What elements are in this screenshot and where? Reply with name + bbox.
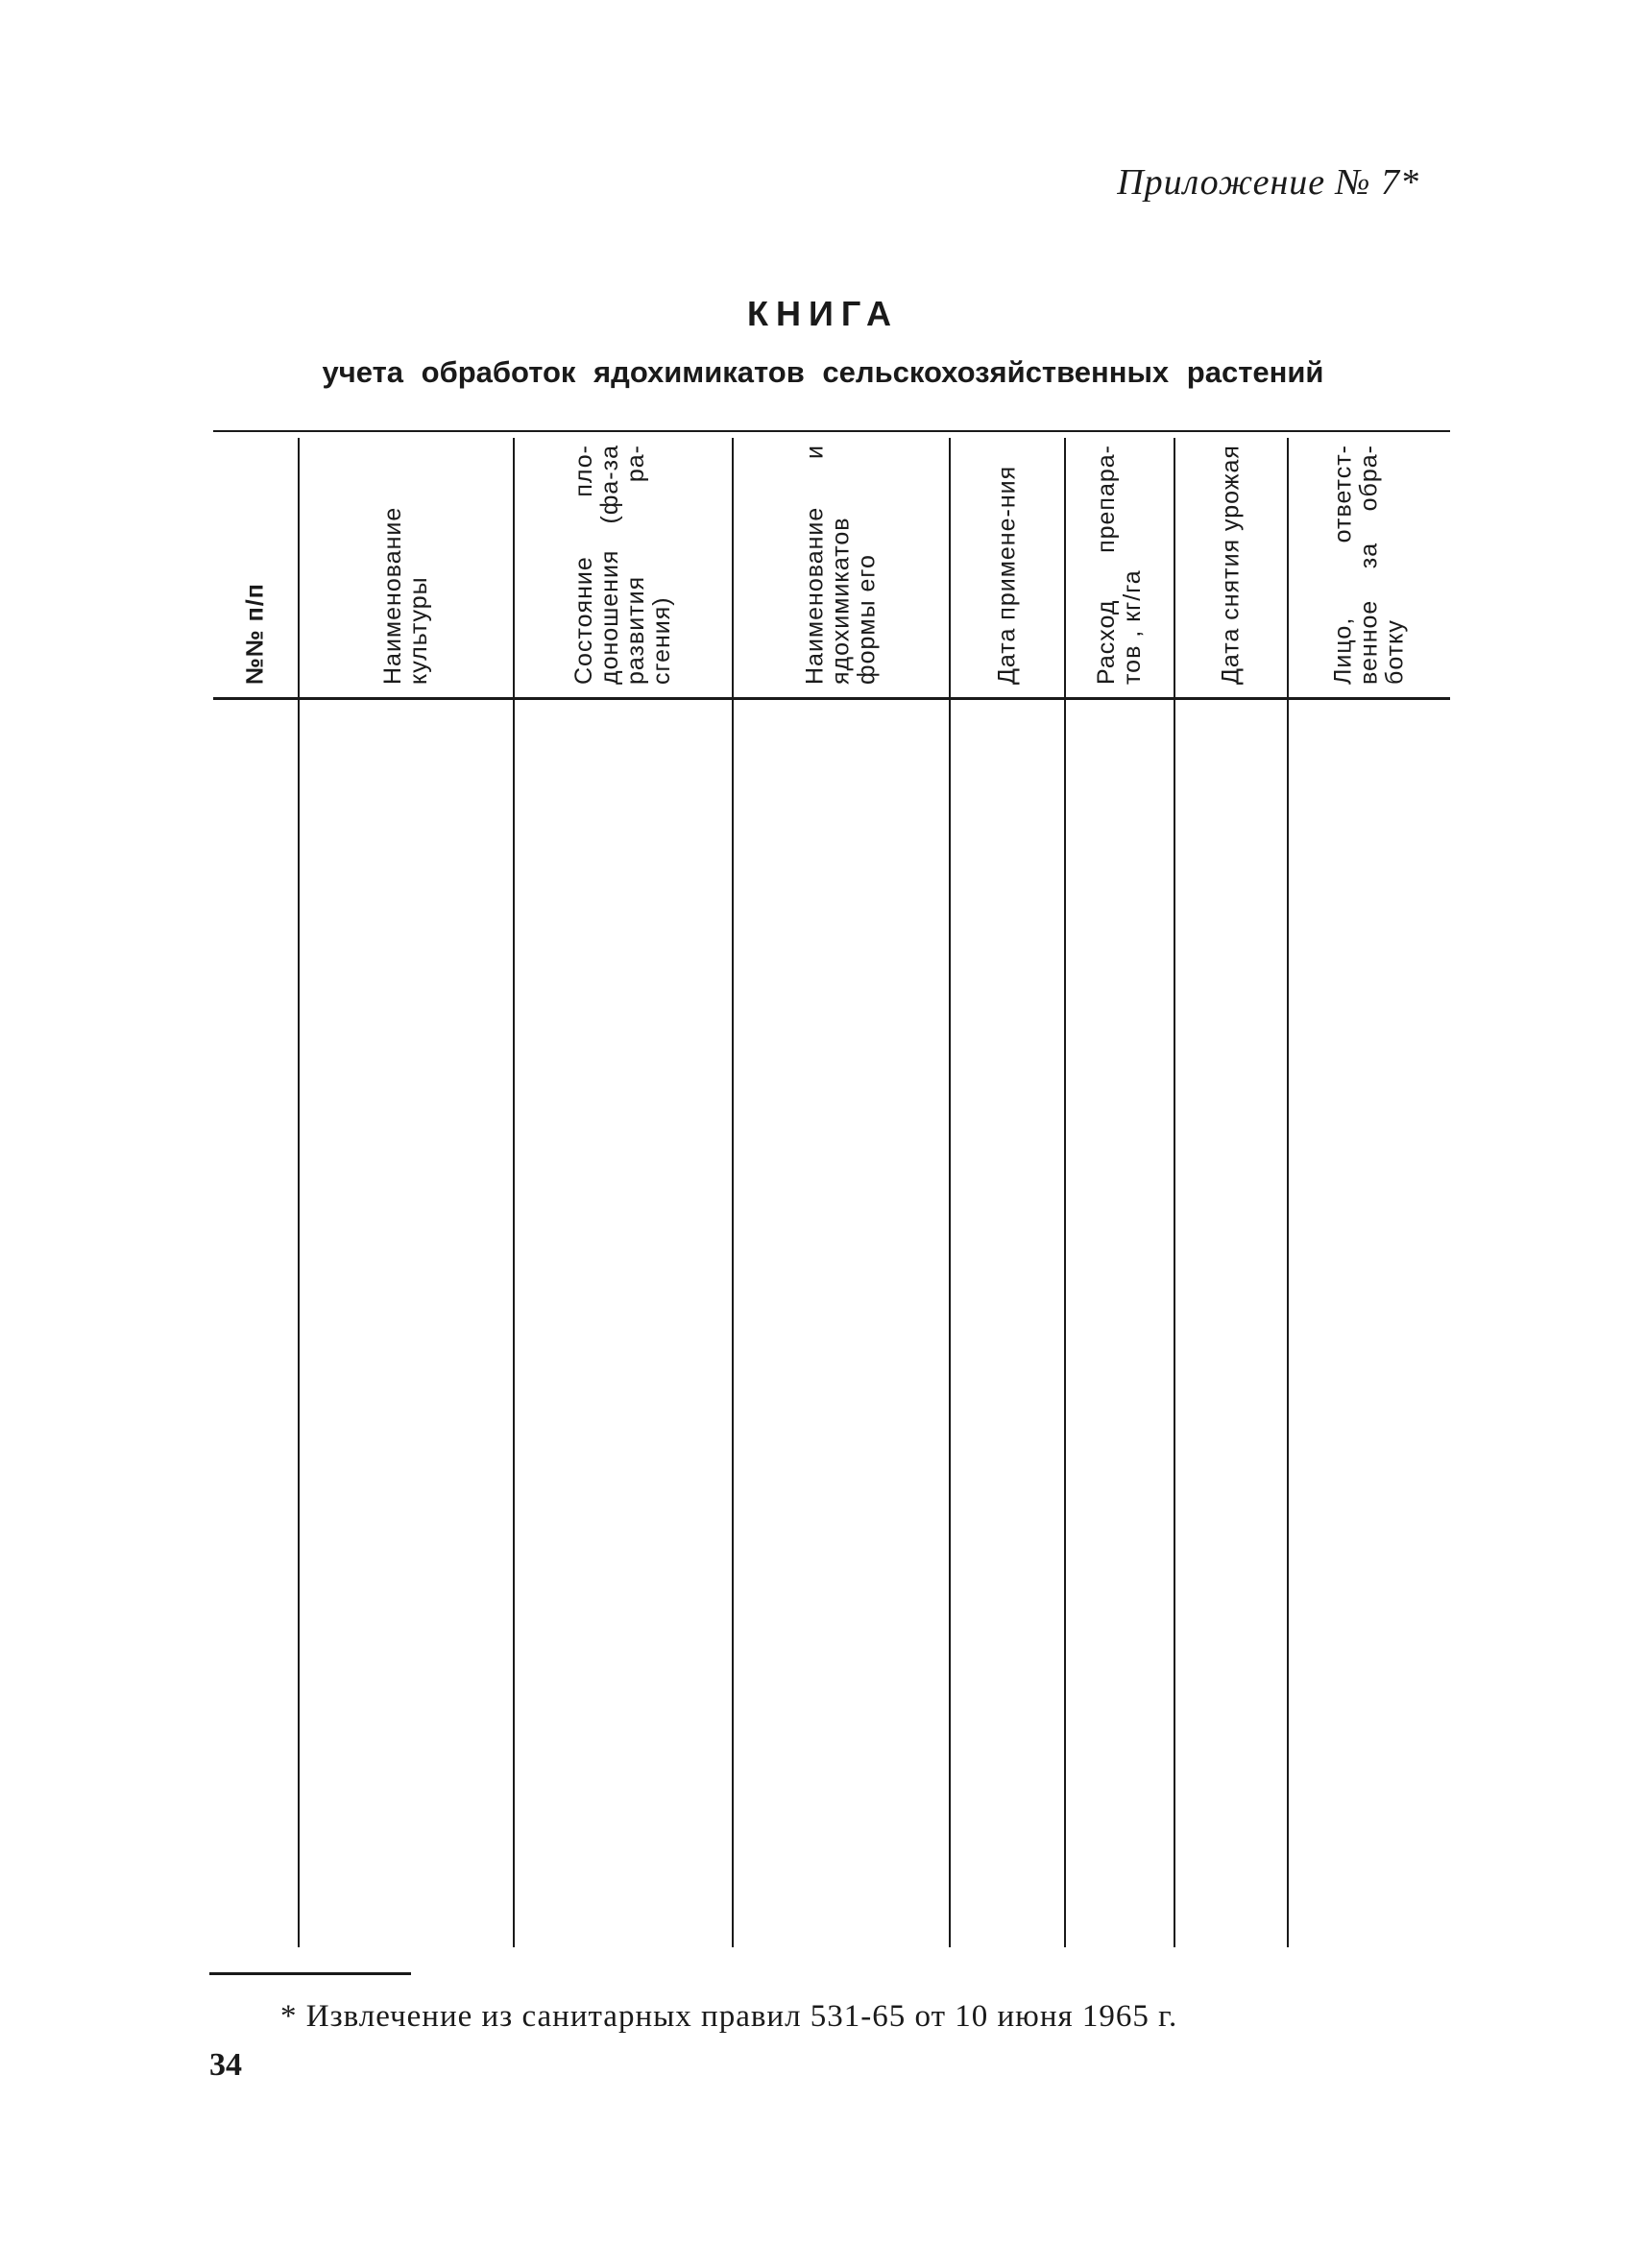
header-cell-pesticide-name [734, 438, 949, 691]
record-table [213, 430, 1450, 1947]
column-header-label: Состояние пло-доношения (фа-за развития ра-сгения) [570, 445, 675, 685]
column-header-label: Дата примене-ния [993, 465, 1021, 685]
header-cell-crop [300, 438, 513, 691]
column-header-label: Наименование культуры [379, 506, 432, 685]
document-subtitle: учета обработок ядохимикатов сельскохозяйственных растений [322, 355, 1324, 389]
column-header-label: Дата снятия урожая [1217, 445, 1245, 685]
footnote-text: * Извлечение из санитарных правил 531-65 от 10 июня 1965 г. [280, 1999, 1178, 2034]
table-top-rule [213, 430, 1450, 432]
table-header-rule [213, 697, 1450, 700]
column-header-label: Расход препара-тов , кг/га [1093, 445, 1146, 685]
header-cell-consumption [1066, 438, 1174, 691]
column-header-label: Наименование и ядохимикатов формы его [801, 445, 881, 685]
header-cell-number [213, 438, 298, 691]
column-header-label: №№ п/п [241, 583, 269, 685]
appendix-label: Приложение № 7* [1117, 162, 1419, 203]
document-title: КНИГА [747, 294, 899, 333]
header-cell-application-date [951, 438, 1064, 691]
page-number: 34 [209, 2047, 242, 2083]
footnote-rule [209, 1972, 411, 1975]
header-cell-fruiting-state [515, 438, 732, 691]
header-cell-harvest-date [1175, 438, 1287, 691]
header-cell-responsible [1289, 438, 1450, 691]
column-header-label: Лицо, ответст-венное за обра-ботку [1329, 445, 1409, 685]
